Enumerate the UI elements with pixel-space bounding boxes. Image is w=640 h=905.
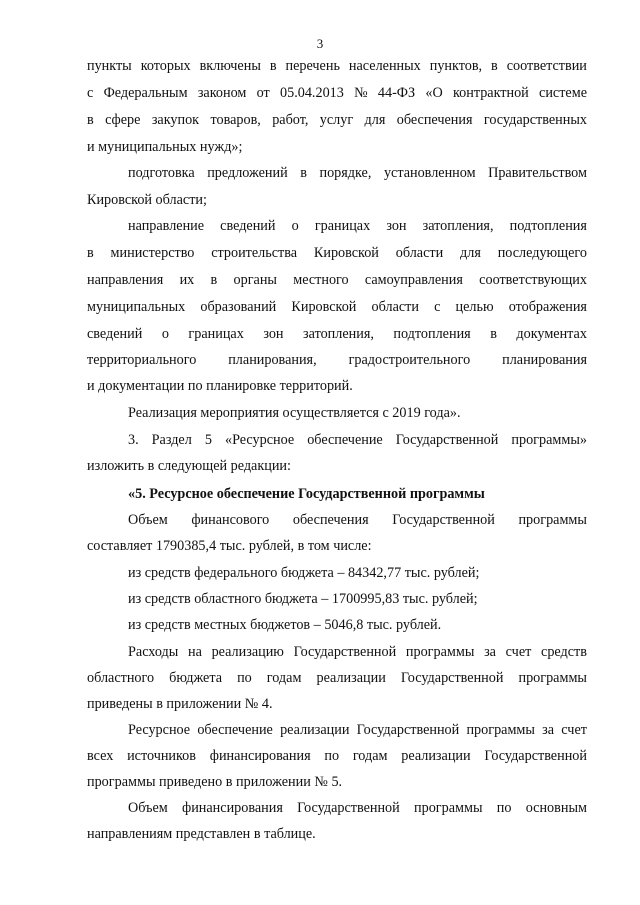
word: финансирования bbox=[182, 800, 283, 816]
word: услуг bbox=[319, 112, 354, 128]
word: перечень bbox=[285, 58, 340, 74]
text-line bbox=[87, 299, 587, 316]
word: границах bbox=[188, 326, 244, 342]
word: муниципальных bbox=[87, 299, 186, 315]
page-number: 3 bbox=[316, 36, 324, 51]
text-line: Кировской области; bbox=[87, 192, 207, 208]
word: программы bbox=[405, 644, 475, 660]
word: по bbox=[324, 748, 340, 764]
word: Государственной bbox=[484, 748, 587, 764]
word: Государственной bbox=[395, 432, 499, 448]
word: с bbox=[434, 299, 441, 315]
word: их bbox=[179, 272, 195, 288]
text-line: программы приведено в приложении № 5. bbox=[87, 774, 343, 790]
text-line: составляет 1790385,4 тыс. рублей, в том числе: bbox=[87, 538, 372, 554]
text-line bbox=[87, 326, 587, 343]
word: обеспечение bbox=[307, 432, 383, 448]
word: законом bbox=[197, 85, 247, 101]
section-heading: «5. Ресурсное обеспечение Государственной программы bbox=[128, 486, 485, 502]
word: Федеральным bbox=[103, 85, 188, 101]
word: Государственной bbox=[400, 670, 504, 686]
word: затопления, bbox=[422, 218, 494, 234]
word: счет bbox=[505, 644, 532, 660]
text-line bbox=[128, 800, 587, 817]
word: «Ресурсное bbox=[224, 432, 295, 448]
text-line bbox=[87, 272, 587, 289]
word: строительства bbox=[211, 245, 298, 261]
word: о bbox=[291, 218, 299, 234]
word: Государственной bbox=[293, 644, 397, 660]
word: в bbox=[491, 58, 498, 74]
word: для bbox=[364, 112, 386, 128]
word: области bbox=[395, 245, 444, 261]
word: 3. bbox=[128, 432, 139, 448]
word: по bbox=[237, 670, 252, 686]
word: зон bbox=[386, 218, 407, 234]
word: планирования, bbox=[228, 352, 317, 368]
word: образований bbox=[200, 299, 277, 315]
word: для bbox=[460, 245, 481, 261]
word: Кировской bbox=[313, 245, 379, 261]
word: от bbox=[256, 85, 270, 101]
word: за bbox=[542, 722, 555, 738]
word: Правительством bbox=[488, 165, 587, 181]
text-line bbox=[128, 432, 587, 449]
word: предложений bbox=[207, 165, 288, 181]
word: установленном bbox=[383, 165, 476, 181]
word: программы bbox=[414, 800, 483, 816]
text-line: изложить в следующей редакции: bbox=[87, 458, 291, 474]
text-line: направлениям представлен в таблице. bbox=[87, 826, 316, 842]
word: областного bbox=[87, 670, 155, 686]
word: счет bbox=[561, 722, 587, 738]
word: населенных bbox=[348, 58, 421, 74]
word: документах bbox=[516, 326, 587, 342]
word: направления bbox=[87, 272, 164, 288]
word: пунктов, bbox=[429, 58, 483, 74]
word: «О bbox=[425, 85, 443, 101]
word: градостроительного bbox=[348, 352, 471, 368]
word: в bbox=[490, 326, 497, 342]
word: средств bbox=[541, 644, 587, 660]
word: Государственной bbox=[297, 800, 400, 816]
word: программы bbox=[466, 722, 535, 738]
text-line bbox=[128, 722, 587, 739]
word: целью bbox=[455, 299, 494, 315]
word: которых bbox=[140, 58, 191, 74]
word: Раздел bbox=[151, 432, 192, 448]
word: бюджета bbox=[169, 670, 223, 686]
word: программы» bbox=[511, 432, 587, 448]
word: Объем bbox=[128, 800, 168, 816]
word: № bbox=[354, 85, 368, 101]
word: включены bbox=[199, 58, 261, 74]
text-line bbox=[128, 644, 587, 661]
text-line bbox=[87, 748, 587, 765]
word: соответствующих bbox=[479, 272, 587, 288]
text-line: Реализация мероприятия осуществляется с 2019 года». bbox=[128, 405, 461, 421]
word: реализации bbox=[316, 670, 386, 686]
word: всех bbox=[87, 748, 114, 764]
word: Государственной bbox=[392, 512, 495, 528]
word: закупок bbox=[151, 112, 200, 128]
word: 5 bbox=[204, 432, 212, 448]
word: пункты bbox=[87, 58, 132, 74]
word: на bbox=[187, 644, 202, 660]
word: Ресурсное bbox=[128, 722, 191, 738]
word: Кировской bbox=[291, 299, 357, 315]
word: с bbox=[87, 85, 94, 101]
word: затопления, bbox=[303, 326, 374, 342]
word: источников bbox=[127, 748, 196, 764]
word: порядке, bbox=[319, 165, 372, 181]
word: в bbox=[87, 112, 94, 128]
word: соответствии bbox=[506, 58, 587, 74]
word: отображения bbox=[508, 299, 587, 315]
word: направление bbox=[128, 218, 205, 234]
text-line bbox=[128, 165, 587, 182]
text-line: из средств областного бюджета – 1700995,83 тыс. рублей; bbox=[128, 591, 478, 607]
word: программы bbox=[518, 670, 587, 686]
word: обеспечения bbox=[396, 112, 473, 128]
text-line: и муниципальных нужд»; bbox=[87, 139, 243, 155]
word: Расходы bbox=[128, 644, 179, 660]
text-line: и документации по планировке территорий. bbox=[87, 378, 353, 394]
word: Государственной bbox=[356, 722, 460, 738]
text-line bbox=[87, 85, 587, 102]
word: сфере bbox=[105, 112, 141, 128]
word: подтопления bbox=[393, 326, 471, 342]
word: за bbox=[484, 644, 496, 660]
word: последующего bbox=[497, 245, 587, 261]
word: в bbox=[300, 165, 307, 181]
word: самоуправления bbox=[364, 272, 463, 288]
text-line: приведены в приложении № 4. bbox=[87, 696, 273, 712]
word: в bbox=[87, 245, 94, 261]
text-line bbox=[87, 245, 587, 262]
word: обеспечения bbox=[292, 512, 369, 528]
word: реализацию bbox=[211, 644, 284, 660]
word: в bbox=[269, 58, 277, 74]
word: финансового bbox=[191, 512, 270, 528]
word: обеспечение bbox=[197, 722, 273, 738]
word: сведений bbox=[220, 218, 276, 234]
word: сведений bbox=[87, 326, 143, 342]
word: государственных bbox=[483, 112, 587, 128]
text-line bbox=[87, 670, 587, 687]
word: подтопления bbox=[509, 218, 587, 234]
word: подготовка bbox=[128, 165, 195, 181]
word: контрактной bbox=[452, 85, 529, 101]
word: по bbox=[496, 800, 512, 816]
text-line: из средств местных бюджетов – 5046,8 тыс. рублей. bbox=[128, 617, 442, 633]
text-line bbox=[87, 58, 587, 75]
text-line bbox=[128, 218, 587, 235]
word: работ, bbox=[272, 112, 309, 128]
word: министерство bbox=[110, 245, 195, 261]
word: 05.04.2013 bbox=[280, 85, 344, 101]
word: границах bbox=[314, 218, 371, 234]
word: реализации bbox=[401, 748, 471, 764]
word: области bbox=[371, 299, 419, 315]
text-line bbox=[87, 112, 587, 129]
word: финансирования bbox=[209, 748, 311, 764]
word: годам bbox=[266, 670, 302, 686]
word: программы bbox=[518, 512, 587, 528]
word: в bbox=[210, 272, 218, 288]
word: территориального bbox=[87, 352, 197, 368]
word: 44-ФЗ bbox=[377, 85, 416, 101]
word: основным bbox=[525, 800, 587, 816]
text-line bbox=[128, 512, 587, 529]
word: системе bbox=[539, 85, 587, 101]
word: годам bbox=[352, 748, 388, 764]
word: зон bbox=[263, 326, 284, 342]
word: местного bbox=[293, 272, 349, 288]
word: о bbox=[161, 326, 169, 342]
word: Объем bbox=[128, 512, 168, 528]
text-line bbox=[87, 352, 587, 369]
word: товаров, bbox=[210, 112, 261, 128]
text-line: из средств федерального бюджета – 84342,77 тыс. рублей; bbox=[128, 565, 480, 581]
word: реализации bbox=[280, 722, 350, 738]
word: планирования bbox=[502, 352, 587, 368]
word: органы bbox=[233, 272, 277, 288]
